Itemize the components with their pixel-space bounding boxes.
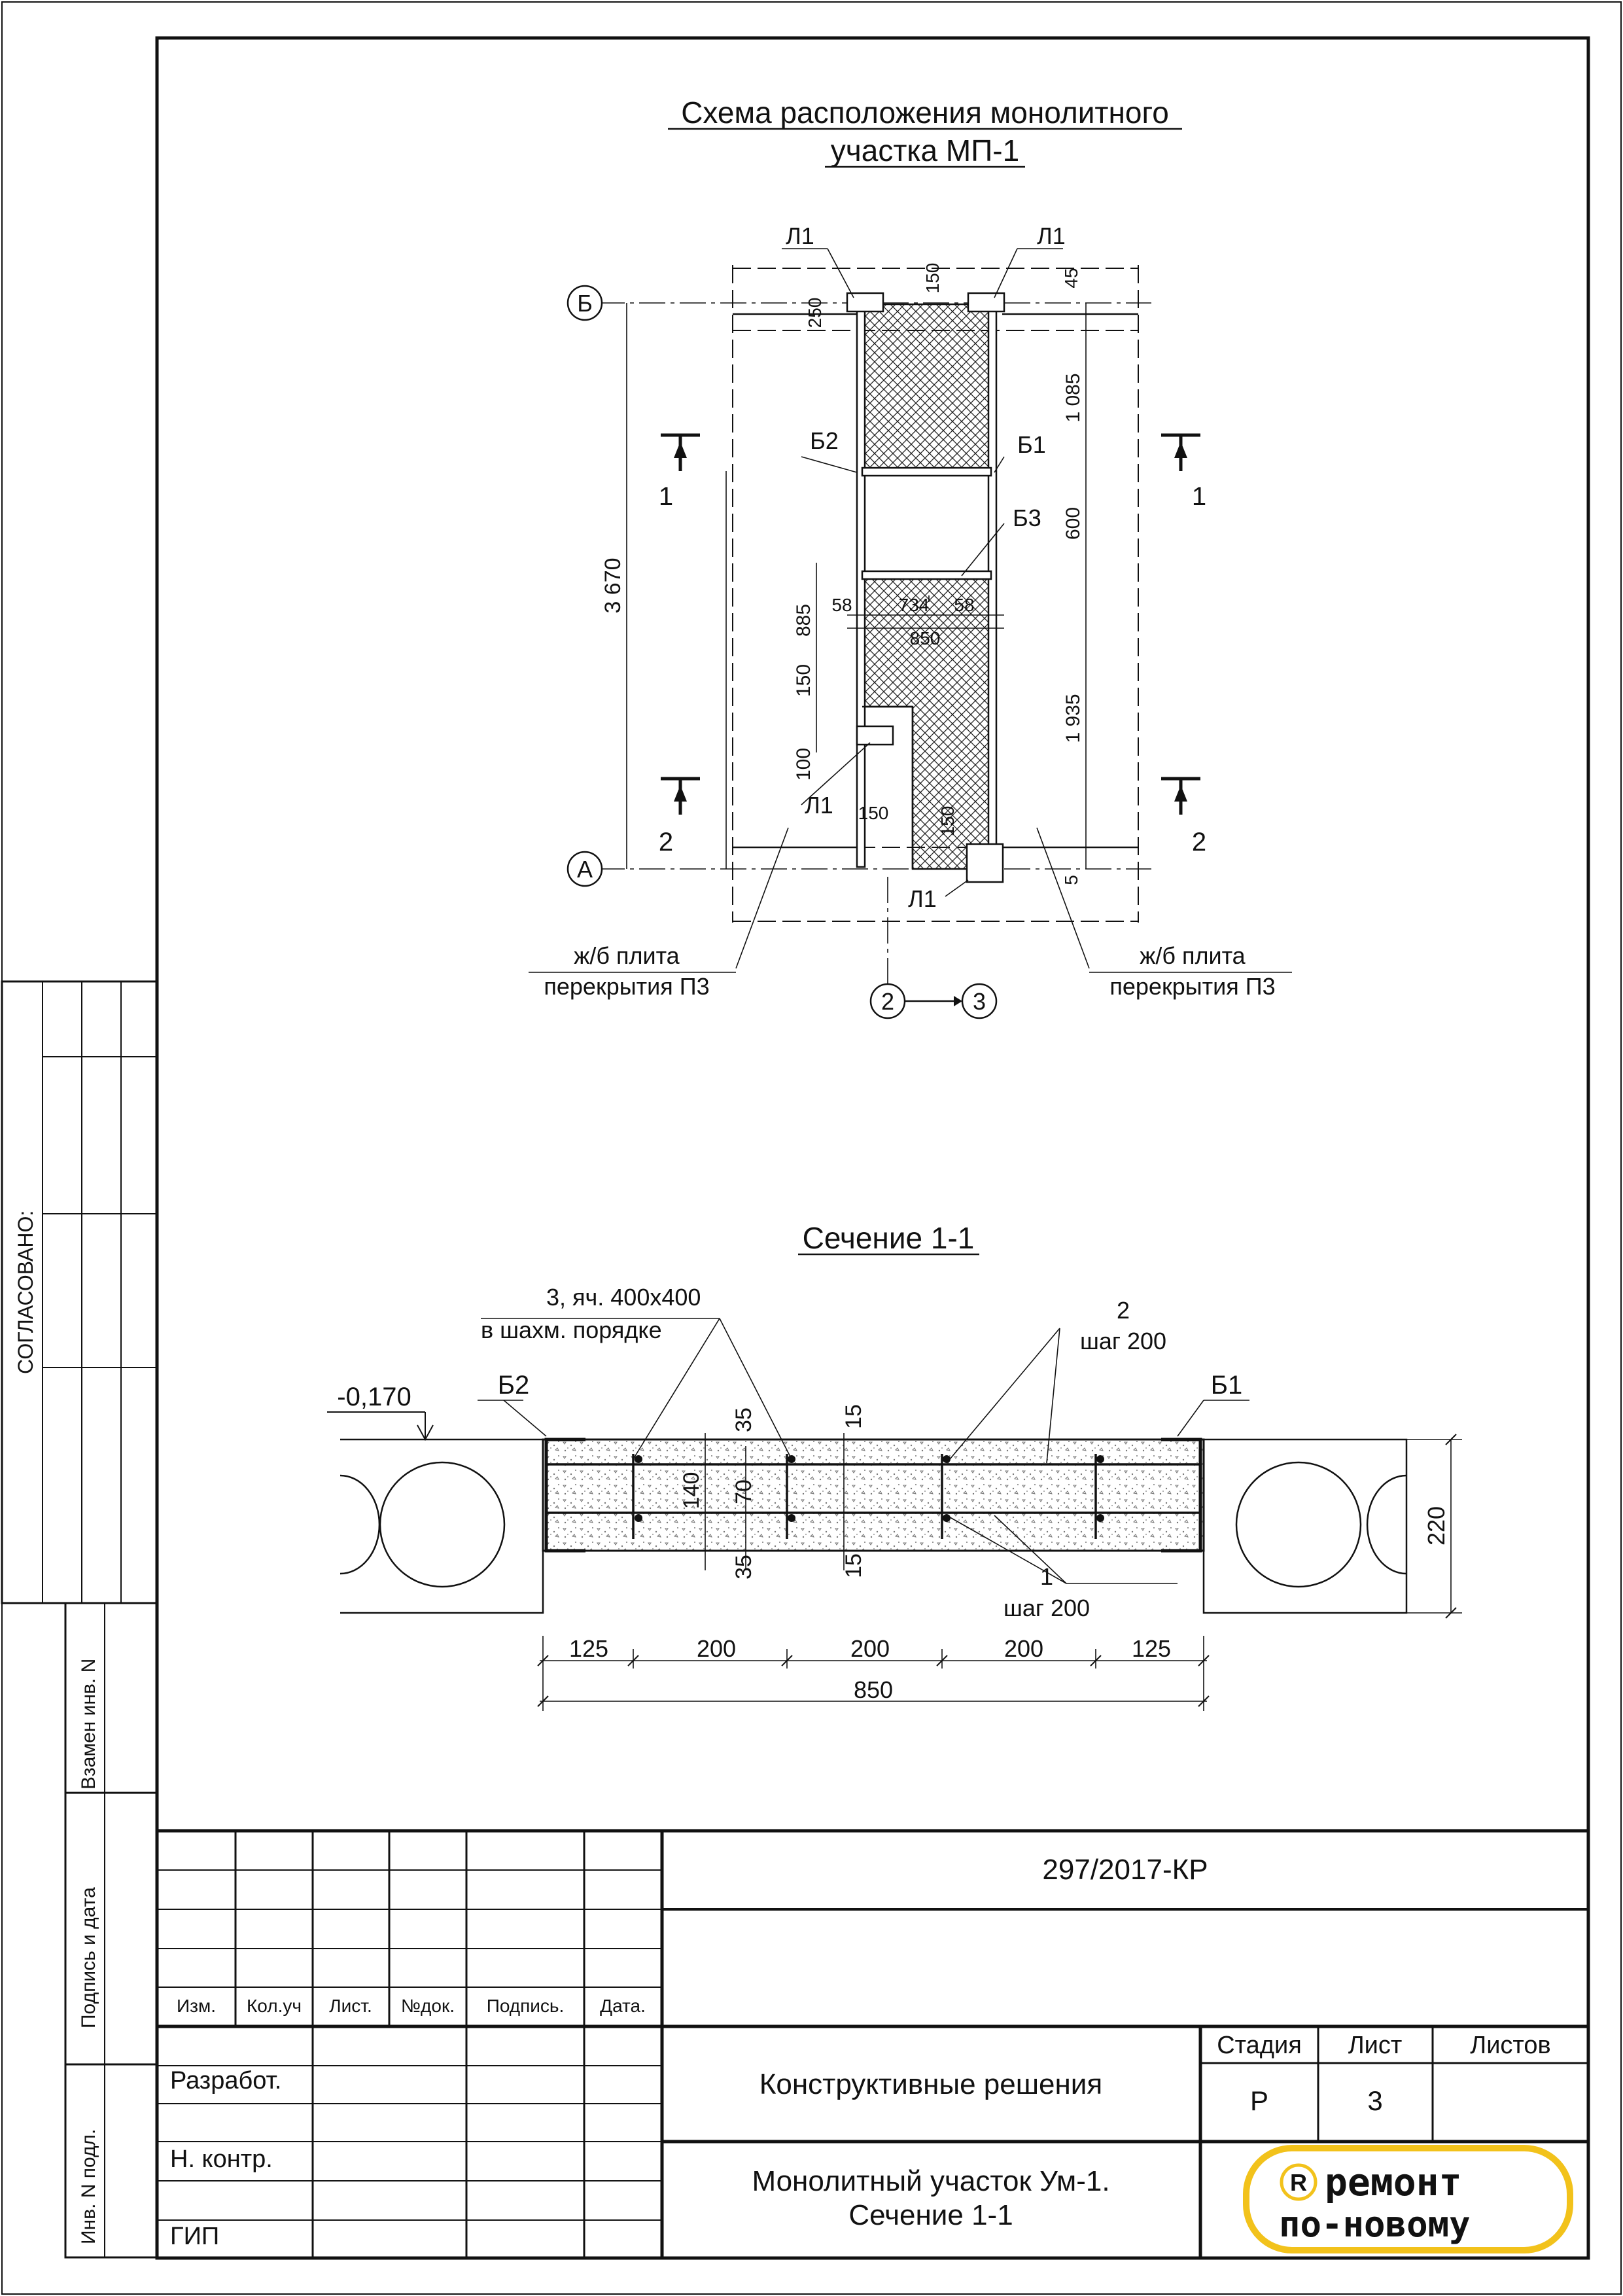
plan-title-line1: Схема расположения монолитного (681, 96, 1169, 130)
role-developer: Разработ. (170, 2067, 282, 2094)
logo-mark: R (1290, 2169, 1307, 2196)
section-b2-label: Б2 (497, 1371, 530, 1400)
slab-right-line2: перекрытия П3 (1109, 973, 1276, 1000)
dim-600: 600 (1062, 506, 1084, 540)
sheet-value: 3 (1367, 2085, 1383, 2116)
dim-220: 220 (1423, 1506, 1450, 1546)
sheets-header: Листов (1470, 2032, 1551, 2059)
dim-35-bottom: 35 (731, 1555, 756, 1580)
section-2-left: 2 (658, 828, 674, 857)
top-rebar-num: 2 (1116, 1297, 1130, 1324)
plan-b2-label: Б2 (810, 427, 839, 454)
sheet-title-line2: Сечение 1-1 (848, 2199, 1013, 2231)
stage-value: Р (1249, 2085, 1269, 2116)
axis-b: Б (577, 290, 593, 317)
axis-2: 2 (881, 988, 895, 1015)
mesh-label-line1: 3, яч. 400х400 (546, 1284, 701, 1311)
slab-left-line1: ж/б плита (574, 942, 680, 969)
col-header-ndok: №док. (401, 1996, 455, 2016)
sheet-title-line1: Монолитный участок Ум-1. (752, 2165, 1110, 2197)
plan-l1-top-right: Л1 (1037, 222, 1066, 249)
dim-bottom-4: 200 (1003, 1635, 1044, 1662)
role-chief-engineer: ГИП (170, 2223, 220, 2250)
dim-150-top: 150 (922, 262, 943, 294)
plan-b3-label: Б3 (1013, 504, 1041, 531)
plan-l1-bottom: Л1 (908, 885, 937, 912)
dim-bottom-2: 200 (696, 1635, 737, 1662)
dim-15-top: 15 (841, 1404, 866, 1429)
plan-drawing (568, 249, 1200, 1018)
section-1-right: 1 (1191, 482, 1207, 511)
dim-bottom-1: 125 (568, 1635, 609, 1662)
plan-b1-label: Б1 (1017, 431, 1046, 458)
section-b1-label: Б1 (1210, 1371, 1243, 1400)
section-2-right: 2 (1191, 828, 1207, 857)
replaced-inv-label: Взамен инв. N (78, 1658, 99, 1790)
col-header-list: Лист. (329, 1996, 372, 2016)
company-logo (1246, 2148, 1570, 2250)
dim-bottom-5: 125 (1131, 1635, 1172, 1662)
inv-orig-label: Инв. N подл. (78, 2128, 99, 2244)
dim-150-left: 150 (793, 663, 814, 698)
top-rebar-step: шаг 200 (1079, 1328, 1167, 1354)
stage-header: Стадия (1217, 2032, 1302, 2059)
section-1-left: 1 (658, 482, 674, 511)
dim-58-left: 58 (831, 595, 852, 615)
logo-line2: по-новому (1279, 2204, 1471, 2245)
level-mark: -0,170 (337, 1383, 411, 1411)
dim-1935: 1 935 (1062, 694, 1084, 743)
dim-150-lower: 150 (937, 805, 958, 837)
left-margin-table (2, 981, 157, 2257)
section-name: Конструктивные решения (759, 2068, 1103, 2100)
outer-border (2, 2, 1621, 2294)
bottom-rebar-num: 1 (1039, 1563, 1054, 1590)
dim-bottom-3: 200 (850, 1635, 890, 1662)
dim-58-right: 58 (954, 595, 975, 615)
axis-3: 3 (972, 988, 986, 1015)
dim-100: 100 (793, 747, 814, 781)
dim-3670: 3 670 (601, 557, 625, 614)
dim-850-plan: 850 (909, 628, 941, 648)
dim-70: 70 (731, 1479, 756, 1504)
mesh-label-line2: в шахм. порядке (481, 1316, 662, 1343)
agreed-label: СОГЛАСОВАНО: (14, 1210, 37, 1374)
role-norm-control: Н. контр. (170, 2146, 273, 2173)
dim-total-850: 850 (853, 1676, 894, 1703)
col-header-sign: Подпись. (486, 1996, 565, 2016)
dim-1085: 1 085 (1062, 373, 1084, 423)
slab-left-line2: перекрытия П3 (544, 973, 710, 1000)
dim-250: 250 (805, 297, 825, 328)
dim-15-bottom: 15 (841, 1553, 866, 1578)
axis-a: А (576, 856, 593, 883)
plan-l1-top-left: Л1 (786, 222, 814, 249)
dim-140: 140 (679, 1472, 704, 1510)
sheet-header: Лист (1348, 2032, 1403, 2059)
slab-right-line1: ж/б плита (1140, 942, 1246, 969)
dim-150-bottom: 150 (858, 803, 889, 823)
col-header-date: Дата. (600, 1996, 646, 2016)
dim-35-top: 35 (731, 1407, 756, 1432)
plan-l1-mid: Л1 (805, 792, 833, 819)
dim-45: 45 (1061, 268, 1081, 289)
section-title: Сечение 1-1 (802, 1221, 975, 1255)
logo-line1: ремонт (1325, 2160, 1462, 2204)
dim-885: 885 (793, 603, 814, 637)
dim-5: 5 (1061, 875, 1081, 885)
col-header-kol: Кол.уч (247, 1996, 302, 2016)
doc-code: 297/2017-КР (1042, 1854, 1208, 1886)
sign-date-label: Подпись и дата (78, 1887, 99, 2028)
col-header-izm: Изм. (177, 1996, 216, 2016)
dim-734: 734 (898, 595, 930, 615)
bottom-rebar-step: шаг 200 (1003, 1595, 1091, 1621)
plan-title-line2: участка МП-1 (830, 133, 1020, 168)
